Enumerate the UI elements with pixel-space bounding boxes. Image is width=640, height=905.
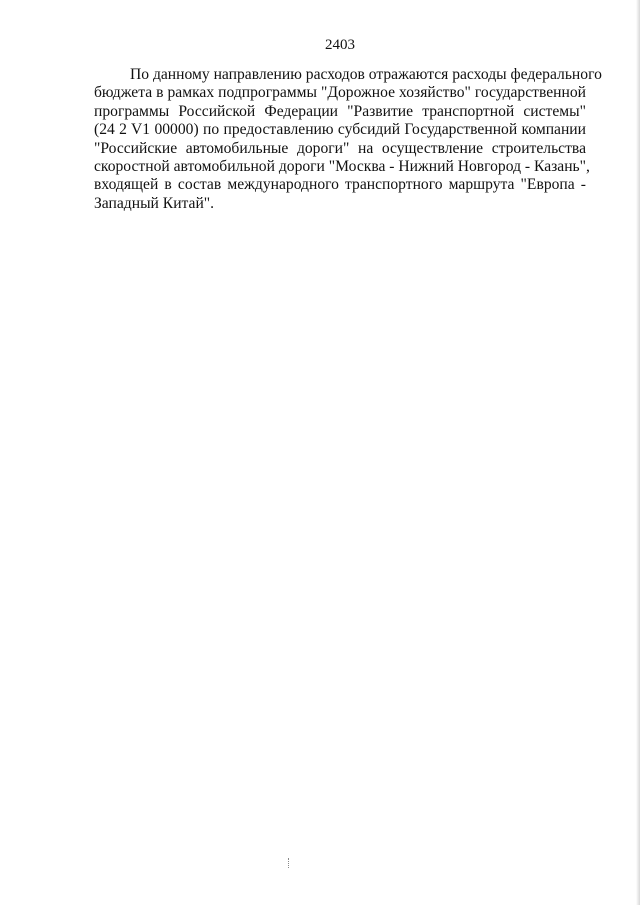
paragraph-line: (24 2 V1 00000) по предоставлению субсидий Государственной компании (94, 121, 586, 139)
paragraph-line: Западный Китай". (94, 194, 215, 212)
paragraph-line: По данному направлению расходов отражаются расходы федерального (130, 66, 602, 83)
page-number: 2403 (325, 37, 355, 53)
paragraph-line: бюджета в рамках подпрограммы "Дорожное хозяйство" государственной (94, 84, 586, 102)
paragraph-line: "Российские автомобильные дороги" на осуществление строительства (94, 139, 586, 157)
paragraph-line: программы Российской Федерации "Развитие транспортной системы" (94, 102, 586, 120)
paragraph-line: скоростной автомобильной дороги "Москва - Нижний Новгород - Казань", (94, 157, 590, 175)
body-paragraph (94, 66, 602, 213)
paragraph-line: входящей в состав международного транспортного маршрута "Европа - (94, 176, 586, 194)
scan-artifact (288, 858, 291, 868)
scan-edge-shadow (636, 0, 640, 905)
